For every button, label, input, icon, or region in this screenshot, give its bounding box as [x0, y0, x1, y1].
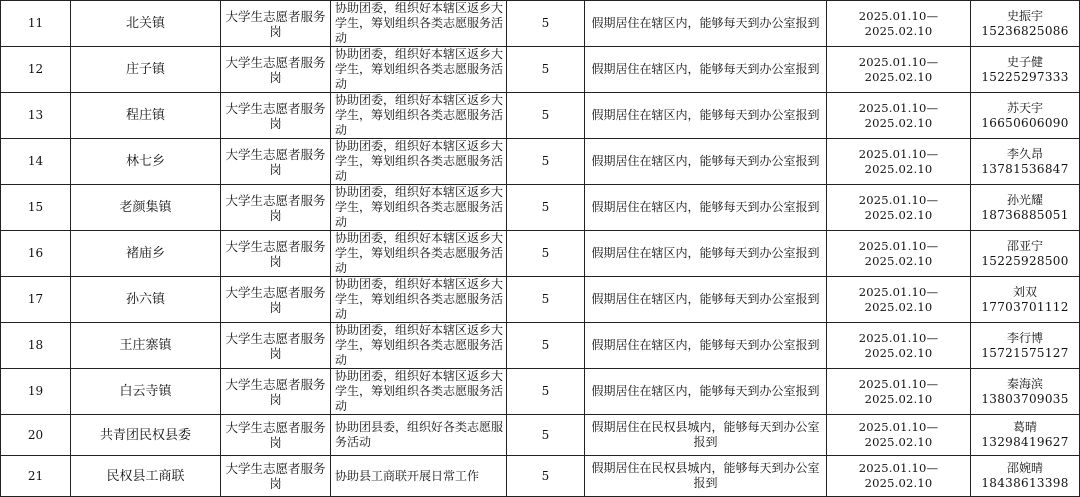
contact-cell — [971, 277, 1080, 323]
contact-phone: 17703701112 — [981, 299, 1069, 314]
service-period: 2025.01.10—2025.02.10 — [827, 47, 971, 93]
service-period: 2025.01.10—2025.02.10 — [827, 369, 971, 415]
contact-cell — [971, 185, 1080, 231]
position-count: 5 — [507, 415, 585, 456]
row-number: 20 — [1, 415, 71, 456]
row-number: 12 — [1, 47, 71, 93]
table-row — [1, 93, 1080, 139]
position-duty: 协助团委，组织好本辖区返乡大学生，筹划组织各类志愿服务活动 — [331, 369, 507, 415]
position-requirement: 假期居住在辖区内，能够每天到办公室报到 — [585, 323, 827, 369]
unit-name: 孙六镇 — [71, 277, 221, 323]
contact-cell — [971, 47, 1080, 93]
position-requirement: 假期居住在辖区内，能够每天到办公室报到 — [585, 277, 827, 323]
contact-cell — [971, 93, 1080, 139]
table-row — [1, 456, 1080, 497]
row-number: 21 — [1, 456, 71, 497]
unit-name: 王庄寨镇 — [71, 323, 221, 369]
contact-phone: 18438613398 — [981, 476, 1069, 490]
contact-name: 史子健 — [1006, 54, 1043, 69]
position-name: 大学生志愿者服务岗 — [221, 456, 331, 497]
unit-name: 老颜集镇 — [71, 185, 221, 231]
service-period: 2025.01.10—2025.02.10 — [827, 231, 971, 277]
contact-phone: 15721575127 — [981, 345, 1069, 360]
position-duty: 协助团委，组织好本辖区返乡大学生，筹划组织各类志愿服务活动 — [331, 277, 507, 323]
position-count: 5 — [507, 369, 585, 415]
contact-cell — [971, 323, 1080, 369]
contact-name: 李久昂 — [1006, 146, 1043, 161]
contact-phone: 13298419627 — [981, 435, 1069, 449]
contact-phone: 16650606090 — [981, 115, 1069, 130]
contact-name: 史振宇 — [1006, 8, 1043, 23]
position-count: 5 — [507, 47, 585, 93]
position-count: 5 — [507, 323, 585, 369]
row-number: 16 — [1, 231, 71, 277]
position-requirement: 假期居住在辖区内，能够每天到办公室报到 — [585, 139, 827, 185]
service-period: 2025.01.10—2025.02.10 — [827, 185, 971, 231]
contact-name: 秦海滨 — [1006, 376, 1043, 391]
service-period: 2025.01.10—2025.02.10 — [827, 277, 971, 323]
contact-phone: 15236825086 — [981, 23, 1069, 38]
row-number: 13 — [1, 93, 71, 139]
position-name: 大学生志愿者服务岗 — [221, 1, 331, 47]
contact-name: 孙光耀 — [1006, 192, 1043, 207]
table-row — [1, 231, 1080, 277]
service-period: 2025.01.10—2025.02.10 — [827, 93, 971, 139]
contact-cell — [971, 415, 1080, 456]
service-period: 2025.01.10—2025.02.10 — [827, 415, 971, 456]
contact-cell — [971, 139, 1080, 185]
position-name: 大学生志愿者服务岗 — [221, 369, 331, 415]
unit-name: 白云寺镇 — [71, 369, 221, 415]
position-requirement: 假期居住在辖区内，能够每天到办公室报到 — [585, 47, 827, 93]
position-count: 5 — [507, 277, 585, 323]
contact-name: 邵亚宁 — [1006, 238, 1043, 253]
position-duty: 协助团委，组织好本辖区返乡大学生，筹划组织各类志愿服务活动 — [331, 231, 507, 277]
contact-name: 李行博 — [1006, 330, 1043, 345]
position-requirement: 假期居住在辖区内，能够每天到办公室报到 — [585, 93, 827, 139]
row-number: 18 — [1, 323, 71, 369]
table-row — [1, 369, 1080, 415]
service-period: 2025.01.10—2025.02.10 — [827, 323, 971, 369]
position-count: 5 — [507, 231, 585, 277]
unit-name: 林七乡 — [71, 139, 221, 185]
row-number: 19 — [1, 369, 71, 415]
position-count: 5 — [507, 139, 585, 185]
row-number: 14 — [1, 139, 71, 185]
position-count: 5 — [507, 185, 585, 231]
contact-phone: 18736885051 — [981, 207, 1069, 222]
contact-cell — [971, 369, 1080, 415]
position-duty: 协助团委，组织好本辖区返乡大学生，筹划组织各类志愿服务活动 — [331, 1, 507, 47]
position-count: 5 — [507, 93, 585, 139]
contact-phone: 13781536847 — [981, 161, 1069, 176]
position-requirement: 假期居住在辖区内，能够每天到办公室报到 — [585, 369, 827, 415]
table-row — [1, 415, 1080, 456]
unit-name: 民权县工商联 — [71, 456, 221, 497]
contact-cell — [971, 1, 1080, 47]
table-row — [1, 139, 1080, 185]
service-period: 2025.01.10—2025.02.10 — [827, 139, 971, 185]
position-requirement: 假期居住在民权县城内，能够每天到办公室报到 — [585, 415, 827, 456]
position-duty: 协助团县委，组织好各类志愿服务活动 — [331, 415, 507, 456]
service-period: 2025.01.10—2025.02.10 — [827, 1, 971, 47]
position-requirement: 假期居住在辖区内，能够每天到办公室报到 — [585, 185, 827, 231]
contact-phone: 15225928500 — [981, 253, 1069, 268]
contact-phone: 13803709035 — [981, 391, 1069, 406]
position-name: 大学生志愿者服务岗 — [221, 185, 331, 231]
position-name: 大学生志愿者服务岗 — [221, 47, 331, 93]
position-name: 大学生志愿者服务岗 — [221, 231, 331, 277]
table-row — [1, 185, 1080, 231]
position-duty: 协助县工商联开展日常工作 — [331, 456, 507, 497]
unit-name: 北关镇 — [71, 1, 221, 47]
contact-name: 葛晴 — [1012, 420, 1037, 434]
position-count: 5 — [507, 1, 585, 47]
row-number: 11 — [1, 1, 71, 47]
contact-phone: 15225297333 — [981, 69, 1069, 84]
position-count: 5 — [507, 456, 585, 497]
table-row — [1, 1, 1080, 47]
unit-name: 褚庙乡 — [71, 231, 221, 277]
position-duty: 协助团委，组织好本辖区返乡大学生，筹划组织各类志愿服务活动 — [331, 185, 507, 231]
contact-cell — [971, 456, 1080, 497]
unit-name: 庄子镇 — [71, 47, 221, 93]
position-requirement: 假期居住在辖区内，能够每天到办公室报到 — [585, 231, 827, 277]
service-period: 2025.01.10—2025.02.10 — [827, 456, 971, 497]
position-name: 大学生志愿者服务岗 — [221, 139, 331, 185]
position-name: 大学生志愿者服务岗 — [221, 323, 331, 369]
position-name: 大学生志愿者服务岗 — [221, 415, 331, 456]
position-name: 大学生志愿者服务岗 — [221, 277, 331, 323]
row-number: 17 — [1, 277, 71, 323]
position-requirement: 假期居住在辖区内，能够每天到办公室报到 — [585, 1, 827, 47]
unit-name: 程庄镇 — [71, 93, 221, 139]
row-number: 15 — [1, 185, 71, 231]
position-requirement: 假期居住在民权县城内，能够每天到办公室报到 — [585, 456, 827, 497]
position-duty: 协助团委，组织好本辖区返乡大学生，筹划组织各类志愿服务活动 — [331, 323, 507, 369]
table-row — [1, 323, 1080, 369]
contact-name: 邵婉晴 — [1006, 461, 1043, 475]
contact-cell — [971, 231, 1080, 277]
table-row — [1, 47, 1080, 93]
table-row — [1, 277, 1080, 323]
contact-name: 苏天宇 — [1006, 100, 1043, 115]
position-duty: 协助团委，组织好本辖区返乡大学生，筹划组织各类志愿服务活动 — [331, 139, 507, 185]
position-duty: 协助团委，组织好本辖区返乡大学生，筹划组织各类志愿服务活动 — [331, 93, 507, 139]
position-duty: 协助团委，组织好本辖区返乡大学生，筹划组织各类志愿服务活动 — [331, 47, 507, 93]
contact-name: 刘双 — [1012, 284, 1037, 299]
position-name: 大学生志愿者服务岗 — [221, 93, 331, 139]
unit-name: 共青团民权县委 — [71, 415, 221, 456]
